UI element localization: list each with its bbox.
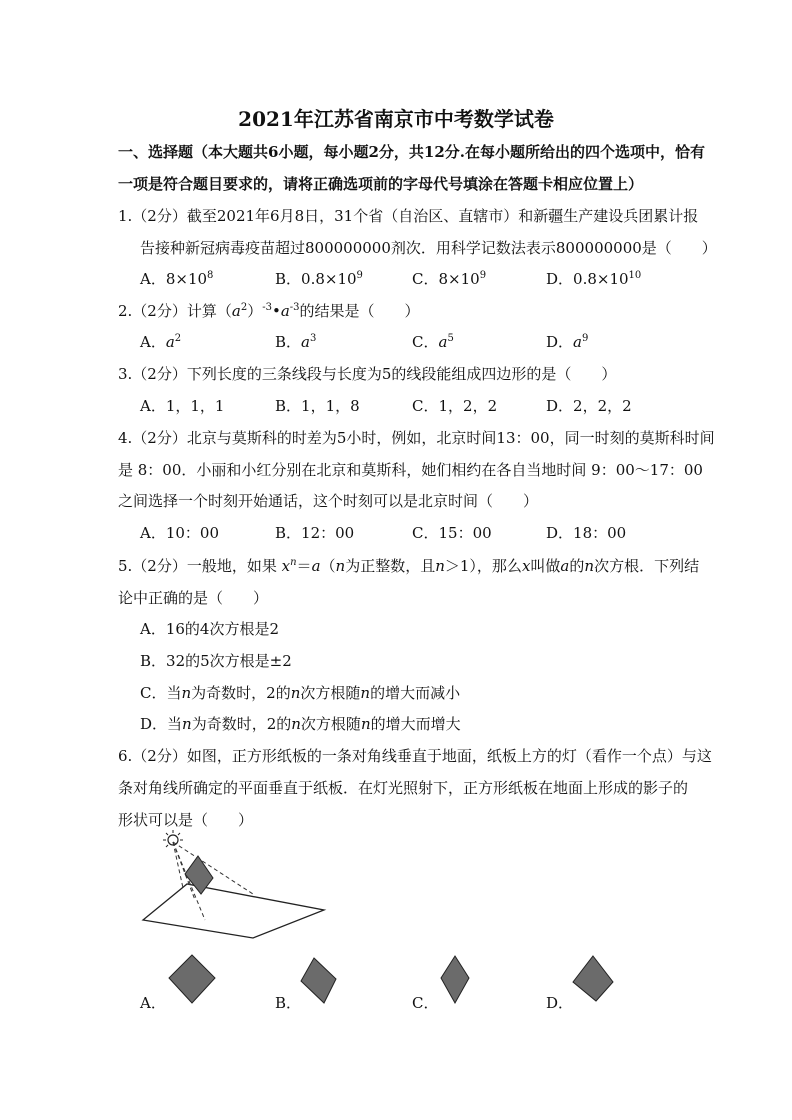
q5-text-e: 叫做 <box>530 557 561 575</box>
question-4-line-1: 4.（2分）北京与莫斯科的时差为5小时，例如，北京时间13：00，同一时刻的莫斯科时间 <box>118 429 715 447</box>
q4-option-a[interactable]: A．10：00 <box>140 524 220 542</box>
q2-option-d-exp: 9 <box>581 333 589 344</box>
q2-exp-1: 2 <box>240 302 248 313</box>
question-3-line-1: 3.（2分）下列长度的三条线段与长度为5的线段能组成四边形的是（ ） <box>118 365 617 383</box>
question-5-line-2: 论中正确的是（ ） <box>118 589 269 607</box>
q2-option-b[interactable] <box>275 331 316 352</box>
question-6-line-3: 形状可以是（ ） <box>118 811 254 829</box>
q6-option-a[interactable]: A． <box>140 994 166 1012</box>
q5-equals: ＝ <box>296 557 312 575</box>
q2-option-c[interactable] <box>412 331 454 352</box>
section-header-line-1: 一、选择题（本大题共6小题，每小题2分，共12分.在每小题所给出的四个选项中，恰有 <box>118 143 705 161</box>
lamp-icon <box>163 830 183 847</box>
q5-text-c: 为正整数，且 <box>345 557 436 575</box>
q3-option-b[interactable]: B．1，1，8 <box>275 397 360 415</box>
q5-option-c-var-2: n <box>290 684 301 702</box>
ground-plane <box>143 884 324 938</box>
q5-option-a[interactable]: A．16的4次方根是2 <box>140 620 280 638</box>
q3-option-d[interactable]: D．2，2，2 <box>546 397 632 415</box>
q3-option-a[interactable]: A．1，1，1 <box>140 397 225 415</box>
q1-option-d[interactable] <box>546 268 641 289</box>
q2-option-a[interactable] <box>140 331 181 352</box>
q2-var-a-2: a <box>280 302 290 320</box>
q1-option-b[interactable] <box>275 268 363 289</box>
question-6-line-2: 条对角线所确定的平面垂直于纸板．在灯光照射下，正方形纸板在地面上形成的影子的 <box>118 779 689 797</box>
q4-option-c[interactable]: C．15：00 <box>412 524 492 542</box>
q5-text-g: 次方根．下列结 <box>594 557 700 575</box>
question-1-line-1: 1.（2分）截至2021年6月8日，31个省（自治区、直辖市）和新疆生产建设兵团累计报 <box>118 207 699 225</box>
q2-exp-3: -3 <box>289 302 300 313</box>
q5-text-a: 5.（2分）一般地，如果 <box>118 557 282 575</box>
q5-var-a-2: a <box>560 557 570 575</box>
q6-lamp-board-figure <box>135 828 335 948</box>
q1-option-c-text: C．8×10 <box>412 270 480 288</box>
q1-option-c[interactable] <box>412 268 486 289</box>
q5-option-c-var-3: n <box>360 684 371 702</box>
q5-option-d[interactable] <box>140 713 461 734</box>
q2-option-b-label: B． <box>275 333 302 351</box>
q3-option-c[interactable]: C．1，2，2 <box>412 397 498 415</box>
question-6-line-1: 6.（2分）如图，正方形纸板的一条对角线垂直于地面，纸板上方的灯（看作一个点）与这 <box>118 747 712 765</box>
q5-var-n-1: n <box>335 557 346 575</box>
q2-close-paren: ） <box>247 302 263 320</box>
question-4-line-2: 是 8：00．小丽和小红分别在北京和莫斯科，她们相约在各自当地时间 9：00～17：00 <box>118 461 703 479</box>
q2-option-a-label: A． <box>140 333 166 351</box>
q5-option-d-var-2: n <box>291 715 301 733</box>
section-header-line-2: 一项是符合题目要求的，请将正确选项前的字母代号填涂在答题卡相应位置上） <box>118 175 644 193</box>
q6-option-b-shape[interactable] <box>298 956 340 1006</box>
q5-var-n-2: n <box>435 557 445 575</box>
q1-option-b-text: B．0.8×10 <box>275 270 357 288</box>
q5-option-d-text-2: 为奇数时，2的 <box>191 715 292 733</box>
q2-option-c-var: a <box>438 333 448 351</box>
q5-option-c-text-2: 为奇数时，2的 <box>191 684 291 702</box>
q5-option-c-text-1: C．当 <box>140 684 182 702</box>
q5-option-c-var-1: n <box>181 684 192 702</box>
q5-option-d-var-3: n <box>360 715 371 733</box>
q5-option-c[interactable] <box>140 682 460 703</box>
q5-var-n-3: n <box>584 557 595 575</box>
q5-text-f: 的 <box>569 557 585 575</box>
q5-var-x: x <box>281 557 291 575</box>
q6-option-a-shape[interactable] <box>166 952 218 1008</box>
q5-option-b[interactable]: B．32的5次方根是±2 <box>140 652 292 670</box>
question-2-line-1 <box>118 300 420 321</box>
q4-option-b[interactable]: B．12：00 <box>275 524 355 542</box>
q5-var-x-2: x <box>521 557 531 575</box>
q2-option-d-var: a <box>573 333 582 351</box>
q6-option-d-shape[interactable] <box>570 954 616 1004</box>
q1-option-d-exp: 10 <box>628 270 642 281</box>
q2-option-a-exp: 2 <box>174 333 182 344</box>
light-rays <box>173 842 253 920</box>
q6-option-b[interactable]: B． <box>275 994 302 1012</box>
q1-option-d-text: D．0.8×10 <box>546 270 629 288</box>
q2-option-a-var: a <box>165 333 175 351</box>
q2-suffix: 的结果是（ ） <box>299 302 420 320</box>
q5-option-d-text-1: D．当 <box>140 715 183 733</box>
q2-option-c-exp: 5 <box>447 333 454 344</box>
question-4-line-3: 之间选择一个时刻开始通话，这个时刻可以是北京时间（ ） <box>118 492 539 510</box>
q5-text-b: （ <box>320 557 336 575</box>
q6-option-c[interactable]: C． <box>412 994 439 1012</box>
question-5-line-1 <box>118 555 699 576</box>
q5-option-d-text-4: 的增大而增大 <box>370 715 461 733</box>
page-title: 2021年江苏省南京市中考数学试卷 <box>238 107 554 131</box>
q1-option-c-exp: 9 <box>479 270 487 281</box>
q2-option-b-var: a <box>301 333 310 351</box>
q1-option-a[interactable] <box>140 268 213 289</box>
q5-text-d: ＞1），那么 <box>444 557 522 575</box>
q2-option-b-exp: 3 <box>309 333 317 344</box>
q5-option-c-text-4: 的增大而减小 <box>370 684 461 702</box>
q1-option-a-exp: 8 <box>207 270 214 281</box>
q2-option-c-label: C． <box>412 333 439 351</box>
q6-option-d[interactable]: D． <box>546 994 574 1012</box>
question-1-line-2: 告接种新冠病毒疫苗超过800000000剂次．用科学记数法表示800000000是（ ） <box>140 239 717 257</box>
q1-option-a-text: A．8×10 <box>140 270 208 288</box>
q5-option-d-text-3: 次方根随 <box>300 715 361 733</box>
q2-var-a: a <box>231 302 241 320</box>
q4-option-d[interactable]: D．18：00 <box>546 524 627 542</box>
q2-dot: • <box>271 302 281 320</box>
q2-option-d[interactable] <box>546 331 588 352</box>
q2-exp-2: -3 <box>262 302 272 313</box>
q2-prefix: 2.（2分）计算（ <box>118 302 232 320</box>
q1-option-b-exp: 9 <box>356 270 363 281</box>
q5-option-d-var-1: n <box>182 715 192 733</box>
q6-option-c-shape[interactable] <box>438 954 472 1006</box>
q2-option-d-label: D． <box>546 333 574 351</box>
q5-var-n-exp: n <box>290 557 297 568</box>
q5-option-c-text-3: 次方根随 <box>300 684 361 702</box>
q5-var-a: a <box>311 557 321 575</box>
